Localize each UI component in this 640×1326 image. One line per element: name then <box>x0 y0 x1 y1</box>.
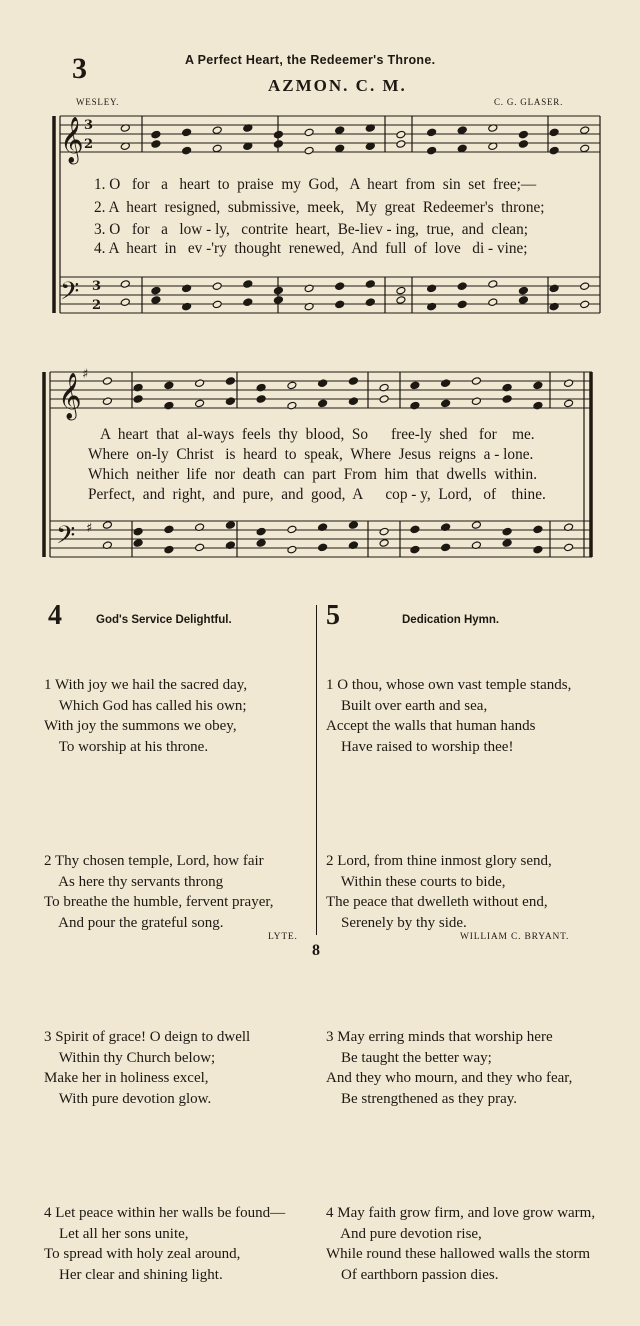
note-head <box>502 395 512 404</box>
note-head <box>471 397 481 406</box>
note-head <box>471 521 481 530</box>
note-head <box>457 300 467 309</box>
note-head <box>365 280 375 289</box>
note-head <box>256 527 266 536</box>
note-head <box>427 128 437 137</box>
note-head <box>133 527 143 536</box>
note-head <box>256 383 266 392</box>
note-head <box>410 525 420 534</box>
note-head <box>225 377 235 386</box>
composer-credit: C. G. GLASER. <box>494 97 564 107</box>
note-head <box>182 284 192 293</box>
hymn-5-number: 5 <box>326 600 340 631</box>
note-head <box>273 286 283 295</box>
note-head <box>564 543 574 552</box>
treble-staff-1 <box>60 116 600 165</box>
note-head <box>256 395 266 404</box>
note-head <box>379 395 389 404</box>
note-head <box>133 395 143 404</box>
note-head <box>212 282 222 291</box>
note-head <box>102 377 112 386</box>
note-head <box>335 282 345 291</box>
note-head <box>287 525 297 534</box>
note-head <box>379 527 389 536</box>
note-head <box>120 298 130 307</box>
note-head <box>427 284 437 293</box>
note-head <box>182 128 192 137</box>
note-head <box>488 298 498 307</box>
note-head <box>133 539 143 548</box>
sharp-icon-bass: ♯ <box>86 521 93 536</box>
note-head <box>335 300 345 309</box>
note-head <box>287 381 297 390</box>
page-number: 8 <box>312 942 320 959</box>
note-head <box>225 397 235 406</box>
note-head <box>151 296 161 305</box>
hymn-5-stanzas <box>326 634 595 1326</box>
note-head <box>182 146 192 155</box>
hymn-number: 3 <box>72 52 87 85</box>
time-sig-bottom: 2 <box>84 137 94 152</box>
note-head <box>243 280 253 289</box>
hymn-4-title: God's Service Delightful. <box>96 614 232 626</box>
treble-clef-icon-2: 𝄞 <box>58 373 82 419</box>
note-head <box>580 300 590 309</box>
note-head <box>212 300 222 309</box>
sharp-icon: ♯ <box>82 367 89 382</box>
note-head <box>580 144 590 153</box>
note-head <box>273 140 283 149</box>
lyric-line: A heart that al-ways feels thy blood, So free-ly shed for me. <box>100 426 535 443</box>
note-head <box>441 543 451 552</box>
note-head <box>533 381 543 390</box>
note-head <box>549 128 559 137</box>
treble-clef-icon: 𝄞 <box>60 117 84 163</box>
note-head <box>195 379 205 388</box>
note-head <box>502 539 512 548</box>
note-head <box>533 545 543 554</box>
bass-clef-icon: 𝄢 <box>60 277 80 312</box>
lyric-line: Where on-ly Christ is heard to speak, Where Jesus reigns a - lone. <box>88 446 534 463</box>
note-head <box>304 284 314 293</box>
note-head <box>457 144 467 153</box>
note-head <box>533 525 543 534</box>
note-head <box>318 543 328 552</box>
note-head <box>396 140 406 149</box>
lyric-line: 4. A heart in ev -'ry thought renewed, And full of love di - vine; <box>94 240 528 257</box>
note-head <box>410 401 420 410</box>
note-head <box>195 543 205 552</box>
hymn-4-stanzas <box>44 634 285 1326</box>
note-head <box>256 539 266 548</box>
stanza: 2 Lord, from thine inmost glory send, Within these courts to bide, The peace that dwelleth without end, Serenely by thy side. <box>326 853 552 931</box>
note-head <box>348 397 358 406</box>
note-head <box>273 130 283 139</box>
time-sig-top: 3 <box>84 118 94 133</box>
note-head <box>318 399 328 408</box>
note-head <box>580 126 590 135</box>
note-head <box>518 296 528 305</box>
note-head <box>396 286 406 295</box>
bass-clef-icon-2: 𝄢 <box>56 521 76 556</box>
note-head <box>427 146 437 155</box>
note-head <box>164 381 174 390</box>
note-head <box>410 545 420 554</box>
stanza: 3 May erring minds that worship here Be taught the better way; And they who mourn, and they who fear, Be strengthened as they pray. <box>326 1029 573 1107</box>
hymn-5-attribution: WILLIAM C. BRYANT. <box>460 932 570 942</box>
time-sig-top-bass: 3 <box>92 279 102 294</box>
hymn-4-attribution: LYTE. <box>268 932 298 942</box>
note-head <box>212 144 222 153</box>
note-head <box>533 401 543 410</box>
note-head <box>151 286 161 295</box>
note-head <box>365 298 375 307</box>
note-head <box>102 397 112 406</box>
note-head <box>212 126 222 135</box>
note-head <box>318 379 328 388</box>
lyric-line: 3. O for a low - ly, contrite heart, Be-liev - ing, true, and clean; <box>94 221 528 238</box>
note-head <box>304 128 314 137</box>
note-head <box>225 521 235 530</box>
note-head <box>518 130 528 139</box>
note-head <box>273 296 283 305</box>
stanza: 4 May faith grow firm, and love grow warm, And pure devotion rise, While round these hallowed walls the storm Of earthborn passion dies. <box>326 1205 596 1283</box>
note-head <box>287 545 297 554</box>
lyric-line: Which neither life nor death can part From him that dwells within. <box>88 466 538 483</box>
note-head <box>549 284 559 293</box>
note-head <box>502 527 512 536</box>
note-head <box>348 521 358 530</box>
note-head <box>243 298 253 307</box>
note-head <box>348 377 358 386</box>
stanza: 4 Let peace within her walls be found— Let all her sons unite, To spread with holy zeal around, Her clear and shining light. <box>44 1205 286 1283</box>
lyric-line: 2. A heart resigned, submissive, meek, My great Redeemer's throne; <box>94 199 545 216</box>
note-head <box>133 383 143 392</box>
treble-staff-2 <box>50 367 592 421</box>
note-head <box>488 280 498 289</box>
note-head <box>335 144 345 153</box>
note-head <box>396 296 406 305</box>
note-head <box>151 140 161 149</box>
note-head <box>518 140 528 149</box>
bass-staff-1 <box>60 277 600 313</box>
note-head <box>164 401 174 410</box>
note-head <box>457 126 467 135</box>
hymn-title: A Perfect Heart, the Redeemer's Throne. <box>185 53 436 67</box>
note-head <box>287 401 297 410</box>
hymn-5-title: Dedication Hymn. <box>402 614 500 626</box>
note-head <box>379 539 389 548</box>
note-head <box>580 282 590 291</box>
note-head <box>164 525 174 534</box>
note-head <box>396 130 406 139</box>
note-head <box>502 383 512 392</box>
note-head <box>164 545 174 554</box>
note-head <box>335 126 345 135</box>
lyric-line: Perfect, and right, and pure, and good, A cop - y, Lord, of thine. <box>88 486 546 503</box>
note-head <box>151 130 161 139</box>
stanza: 2 Thy chosen temple, Lord, how fair As here thy servants throng To breathe the humble, fervent prayer, And pour the grateful song. <box>44 853 274 931</box>
note-head <box>120 280 130 289</box>
column-divider <box>316 605 317 935</box>
stanza: 1 With joy we hail the sacred day, Which God has called his own; With joy the summons we obey, To worship at his throne. <box>44 677 248 755</box>
note-head <box>518 286 528 295</box>
note-head <box>102 521 112 530</box>
note-head <box>549 146 559 155</box>
note-head <box>379 383 389 392</box>
hymn-4-number: 4 <box>48 600 62 631</box>
tune-name: AZMON. C. M. <box>268 76 407 95</box>
lyric-line: 1. O for a heart to praise my God, A heart from sin set free;— <box>94 176 537 193</box>
note-head <box>441 399 451 408</box>
note-head <box>441 379 451 388</box>
note-head <box>564 399 574 408</box>
note-head <box>471 377 481 386</box>
note-head <box>195 399 205 408</box>
note-head <box>564 379 574 388</box>
time-sig-bottom-bass: 2 <box>92 298 102 313</box>
stanza: 1 O thou, whose own vast temple stands, Built over earth and sea, Accept the walls that human hands Have raised to worship thee! <box>326 677 572 755</box>
stanza: 3 Spirit of grace! O deign to dwell Within thy Church below; Make her in holiness excel, With pure devotion glow. <box>44 1029 251 1107</box>
note-head <box>304 146 314 155</box>
note-head <box>410 381 420 390</box>
note-head <box>457 282 467 291</box>
author-credit: WESLEY. <box>76 97 120 107</box>
